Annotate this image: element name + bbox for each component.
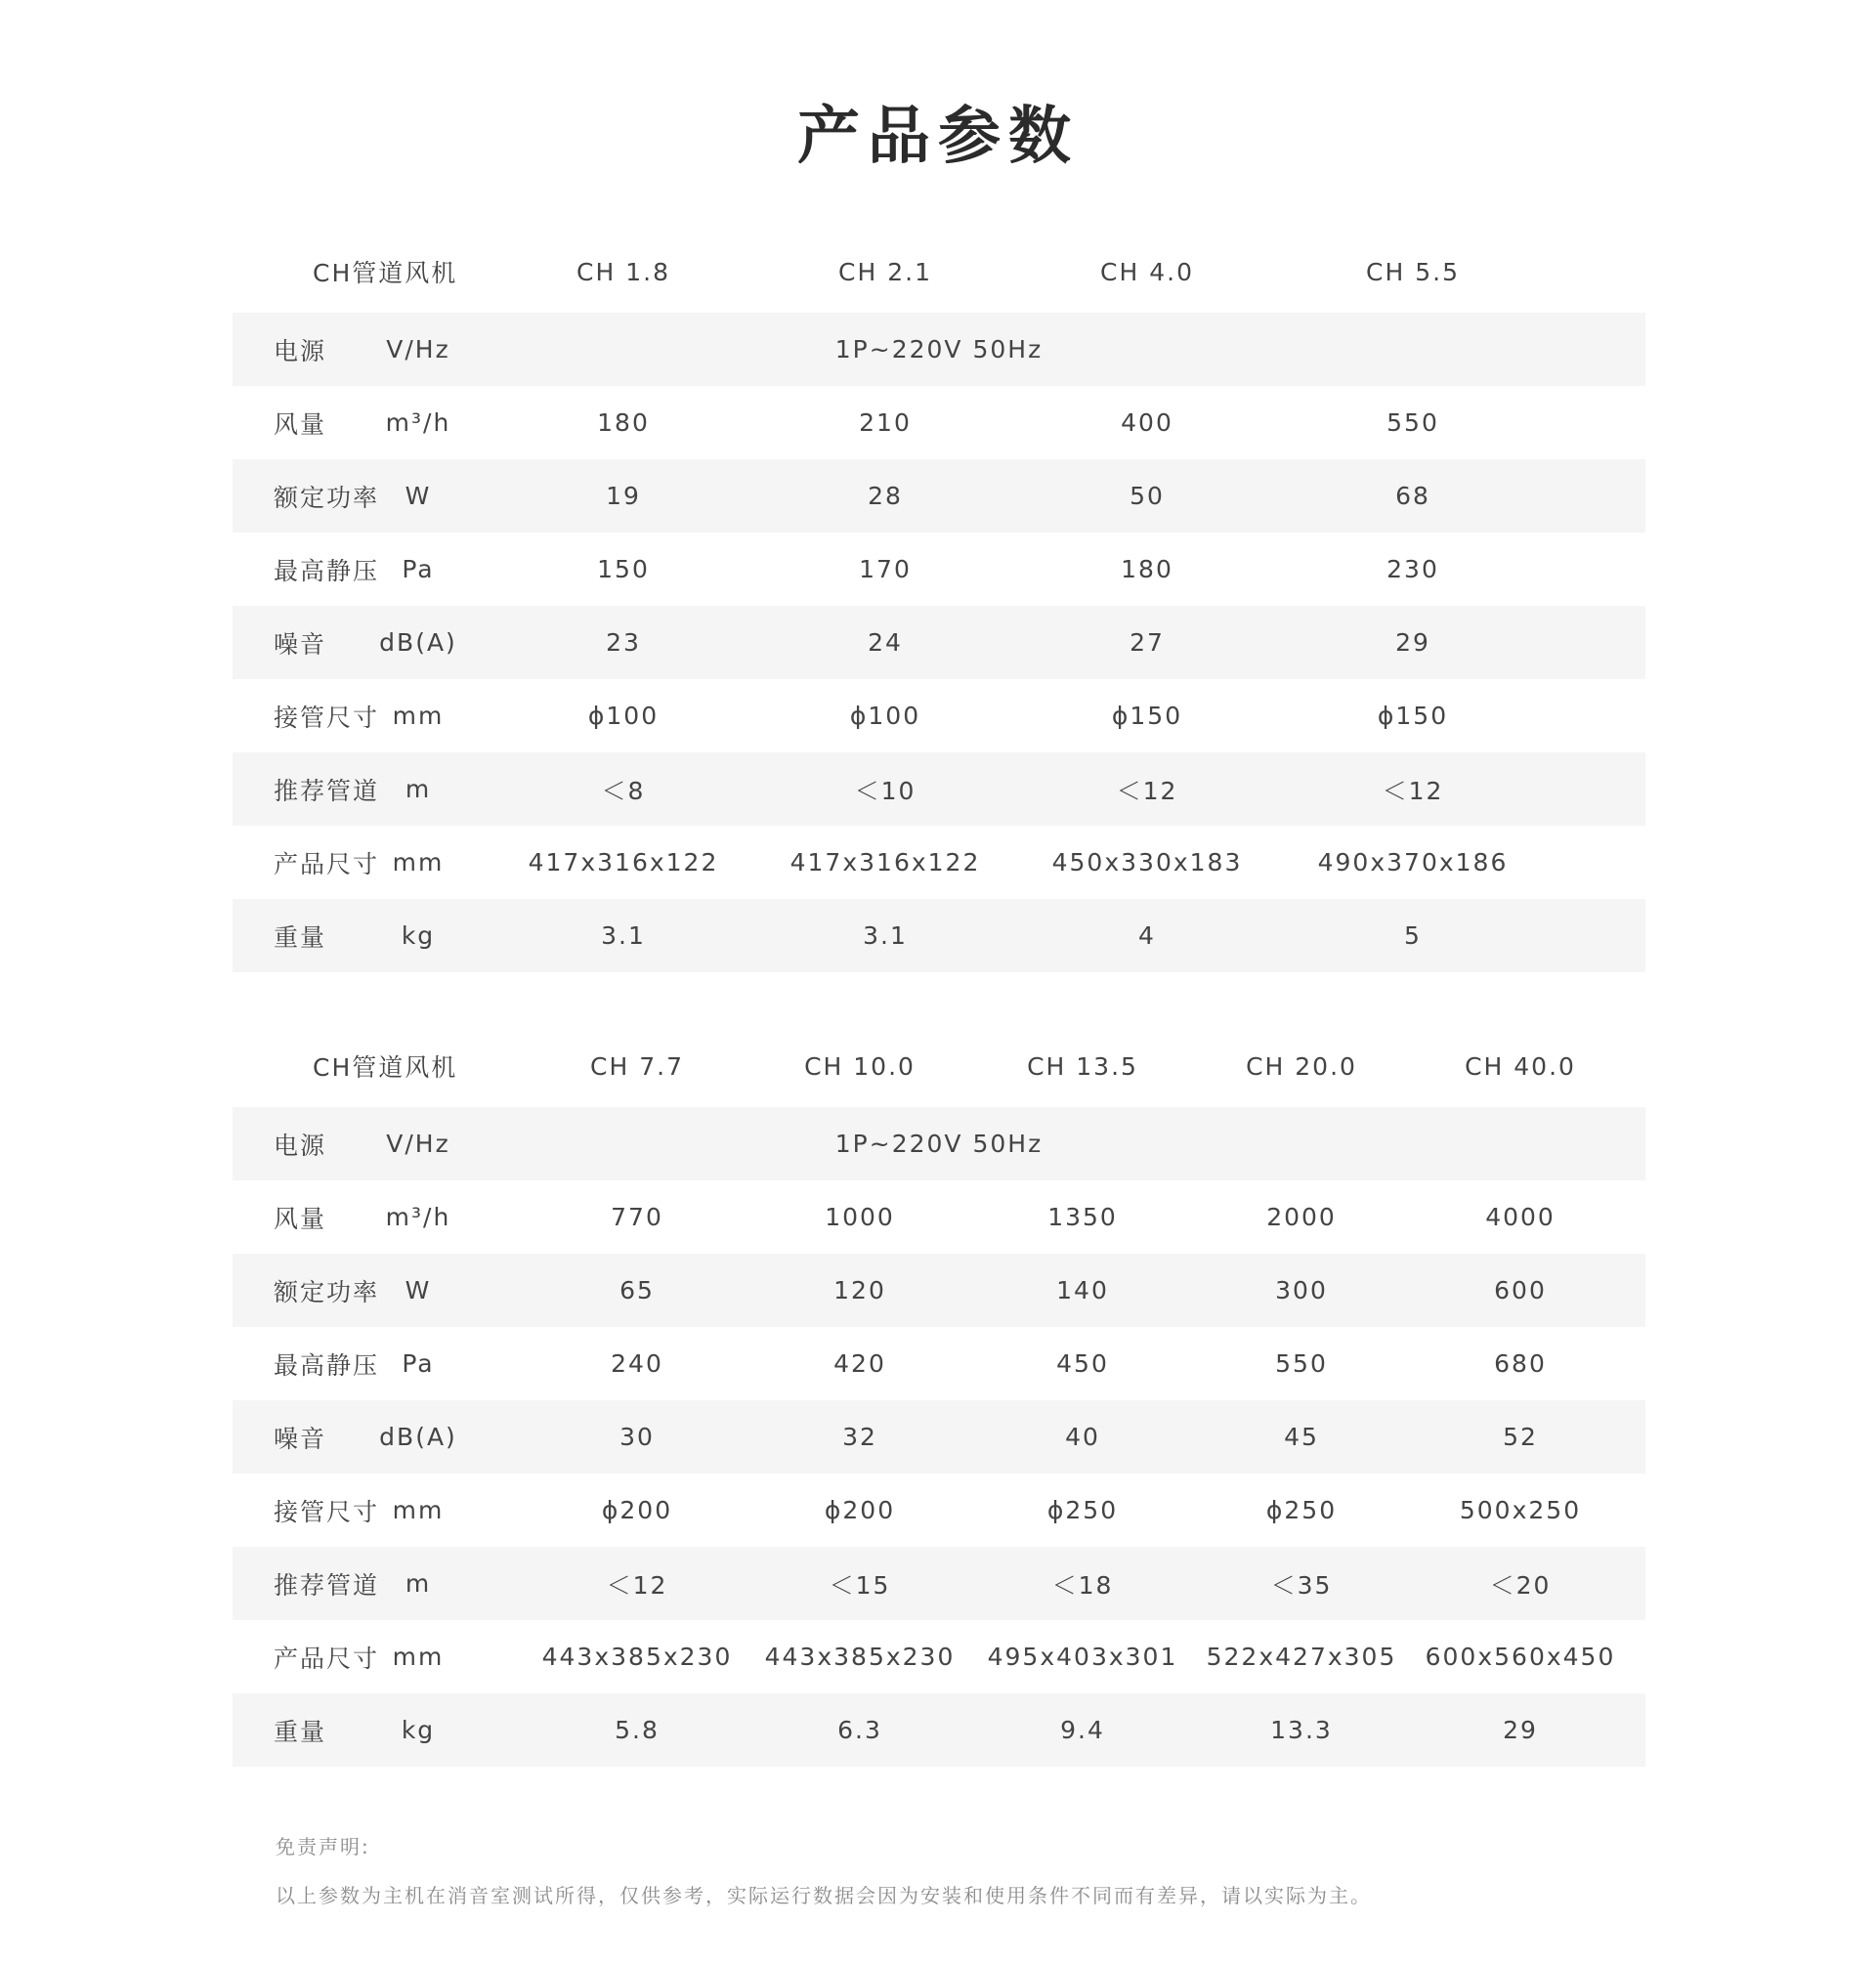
param-label: 额定功率	[274, 483, 380, 512]
table-cell: 550	[1386, 408, 1439, 437]
table-cell: 120	[833, 1276, 886, 1304]
table-cell: 420	[833, 1349, 886, 1378]
table-cell: 65	[619, 1276, 655, 1304]
table-cell: ϕ200	[824, 1496, 896, 1524]
table-cell: ϕ250	[1046, 1496, 1119, 1524]
table-row	[233, 752, 1645, 826]
param-unit: m³/h	[385, 1203, 451, 1231]
model-name: CH 40.0	[1465, 1051, 1576, 1081]
param-unit: mm	[392, 1643, 445, 1671]
param-unit: mm	[392, 702, 445, 730]
table-cell: ＜12	[1116, 776, 1178, 805]
power-value: 1P~220V 50Hz	[834, 335, 1044, 363]
param-unit: m	[405, 775, 432, 803]
table-cell: 522x427x305	[1206, 1643, 1397, 1671]
table-cell: 40	[1065, 1423, 1100, 1451]
table-cell: 52	[1503, 1423, 1538, 1451]
param-unit: dB(A)	[379, 1423, 457, 1451]
table-row	[233, 1693, 1645, 1767]
param-label: 电源	[274, 336, 327, 365]
model-name: CH 5.5	[1366, 257, 1460, 286]
table-cell: 150	[597, 555, 650, 583]
table-cell: 9.4	[1060, 1716, 1105, 1744]
table-row-power	[233, 313, 1645, 386]
table-cell: 24	[868, 628, 903, 657]
table-cell: 1350	[1047, 1203, 1118, 1231]
param-unit: Pa	[402, 1349, 435, 1378]
param-unit: W	[405, 482, 432, 510]
table-row-power	[233, 1107, 1645, 1180]
model-name: CH 10.0	[804, 1051, 916, 1081]
table-cell: 27	[1130, 628, 1165, 657]
table-cell: 19	[606, 482, 641, 510]
table-row	[233, 1327, 1645, 1400]
table-cell: 170	[859, 555, 912, 583]
table-cell: 550	[1275, 1349, 1328, 1378]
param-label: 风量	[274, 409, 327, 439]
table-row	[233, 1254, 1645, 1327]
table-header-row	[233, 231, 1645, 313]
param-unit: V/Hz	[386, 1130, 450, 1158]
param-label: 最高静压	[274, 1350, 380, 1380]
table-cell: 1000	[825, 1203, 895, 1231]
table-cell: 770	[611, 1203, 663, 1231]
table-cell: 450x330x183	[1051, 848, 1243, 876]
model-name: CH 13.5	[1027, 1051, 1138, 1081]
table-cell: 443x385x230	[764, 1643, 956, 1671]
table-cell: 230	[1386, 555, 1439, 583]
param-label: 额定功率	[274, 1277, 380, 1306]
disclaimer-heading: 免责声明:	[276, 1835, 370, 1859]
table-cell: ＜10	[854, 776, 917, 805]
disclaimer	[276, 1833, 1372, 1931]
table-cell: 3.1	[863, 921, 908, 950]
table-cell: ＜12	[606, 1570, 668, 1600]
table-cell: ϕ100	[587, 702, 660, 730]
table-cell: 300	[1275, 1276, 1328, 1304]
table-cell: 2000	[1266, 1203, 1337, 1231]
table-cell: ＜8	[601, 776, 646, 805]
table-cell: ＜20	[1489, 1570, 1552, 1600]
series-label: CH管道风机	[313, 259, 458, 287]
table-cell: 140	[1056, 1276, 1109, 1304]
table-cell: 29	[1503, 1716, 1538, 1744]
table-cell: 443x385x230	[541, 1643, 733, 1671]
table-cell: 180	[597, 408, 650, 437]
table-cell: ＜35	[1270, 1570, 1333, 1600]
table-row	[233, 899, 1645, 972]
spec-table-1	[233, 231, 1645, 972]
table-header-row	[233, 1025, 1645, 1107]
table-cell: ϕ150	[1111, 702, 1183, 730]
table-cell: 5	[1404, 921, 1422, 950]
table-row	[233, 606, 1645, 679]
param-label: 产品尺寸	[274, 849, 380, 878]
param-unit: kg	[401, 921, 436, 950]
table-cell: 29	[1395, 628, 1430, 657]
param-label: 产品尺寸	[274, 1644, 380, 1673]
model-name: CH 20.0	[1246, 1051, 1357, 1081]
table-row	[233, 1474, 1645, 1547]
table-cell: 417x316x122	[528, 848, 719, 876]
param-label: 噪音	[274, 629, 327, 659]
table-row	[233, 1620, 1645, 1693]
table-cell: 210	[859, 408, 912, 437]
table-cell: 32	[842, 1423, 877, 1451]
param-unit: V/Hz	[386, 335, 450, 363]
table-cell: 417x316x122	[789, 848, 981, 876]
param-unit: mm	[392, 848, 445, 876]
table-cell: ϕ250	[1265, 1496, 1338, 1524]
param-unit: dB(A)	[379, 628, 457, 657]
table-cell: 450	[1056, 1349, 1109, 1378]
param-label: 最高静压	[274, 556, 380, 585]
param-unit: m³/h	[385, 408, 451, 437]
table-cell: 4000	[1485, 1203, 1556, 1231]
table-cell: 490x370x186	[1317, 848, 1509, 876]
table-cell: ＜12	[1382, 776, 1444, 805]
power-value: 1P~220V 50Hz	[834, 1130, 1044, 1158]
table-cell: 600	[1494, 1276, 1547, 1304]
param-label: 接管尺寸	[274, 703, 380, 732]
table-row	[233, 1400, 1645, 1474]
table-cell: ＜18	[1051, 1570, 1114, 1600]
table-row	[233, 459, 1645, 533]
param-label: 重量	[274, 922, 327, 952]
disclaimer-text: 以上参数为主机在消音室测试所得，仅供参考，实际运行数据会因为安装和使用条件不同而有差异，请以实际为主。	[276, 1884, 1372, 1907]
param-unit: Pa	[402, 555, 435, 583]
table-cell: 3.1	[601, 921, 646, 950]
table-cell: 4	[1138, 921, 1156, 950]
table-cell: 68	[1395, 482, 1430, 510]
param-label: 接管尺寸	[274, 1497, 380, 1526]
table-cell: 400	[1121, 408, 1173, 437]
model-name: CH 4.0	[1100, 257, 1194, 286]
table-cell: 50	[1130, 482, 1165, 510]
param-unit: kg	[401, 1716, 436, 1744]
table-row	[233, 386, 1645, 459]
param-label: 电源	[274, 1131, 327, 1160]
param-label: 风量	[274, 1204, 327, 1233]
table-cell: 680	[1494, 1349, 1547, 1378]
table-cell: ϕ100	[849, 702, 921, 730]
table-cell: 180	[1121, 555, 1173, 583]
table-cell: 6.3	[837, 1716, 882, 1744]
model-name: CH 2.1	[838, 257, 932, 286]
series-label: CH管道风机	[313, 1053, 458, 1082]
table-cell: 600x560x450	[1425, 1643, 1616, 1671]
spec-table-2	[233, 1025, 1645, 1767]
table-cell: 5.8	[615, 1716, 660, 1744]
param-unit: m	[405, 1569, 432, 1598]
param-label: 噪音	[274, 1424, 327, 1453]
param-unit: mm	[392, 1496, 445, 1524]
table-row	[233, 826, 1645, 899]
model-name: CH 1.8	[576, 257, 670, 286]
table-cell: 495x403x301	[987, 1643, 1178, 1671]
param-label: 推荐管道	[274, 776, 380, 805]
table-row	[233, 679, 1645, 752]
table-row	[233, 1547, 1645, 1620]
table-cell: ＜15	[829, 1570, 891, 1600]
table-cell: 13.3	[1270, 1716, 1333, 1744]
table-row	[233, 533, 1645, 606]
param-label: 推荐管道	[274, 1570, 380, 1600]
param-unit: W	[405, 1276, 432, 1304]
table-cell: ϕ200	[601, 1496, 673, 1524]
model-name: CH 7.7	[590, 1051, 684, 1081]
table-cell: 28	[868, 482, 903, 510]
table-cell: 500x250	[1459, 1496, 1582, 1524]
param-label: 重量	[274, 1717, 327, 1746]
table-row	[233, 1180, 1645, 1254]
table-cell: 30	[619, 1423, 655, 1451]
table-cell: ϕ150	[1377, 702, 1449, 730]
table-cell: 45	[1284, 1423, 1319, 1451]
page-title: 产品参数	[797, 101, 1079, 173]
table-cell: 240	[611, 1349, 663, 1378]
table-cell: 23	[606, 628, 641, 657]
